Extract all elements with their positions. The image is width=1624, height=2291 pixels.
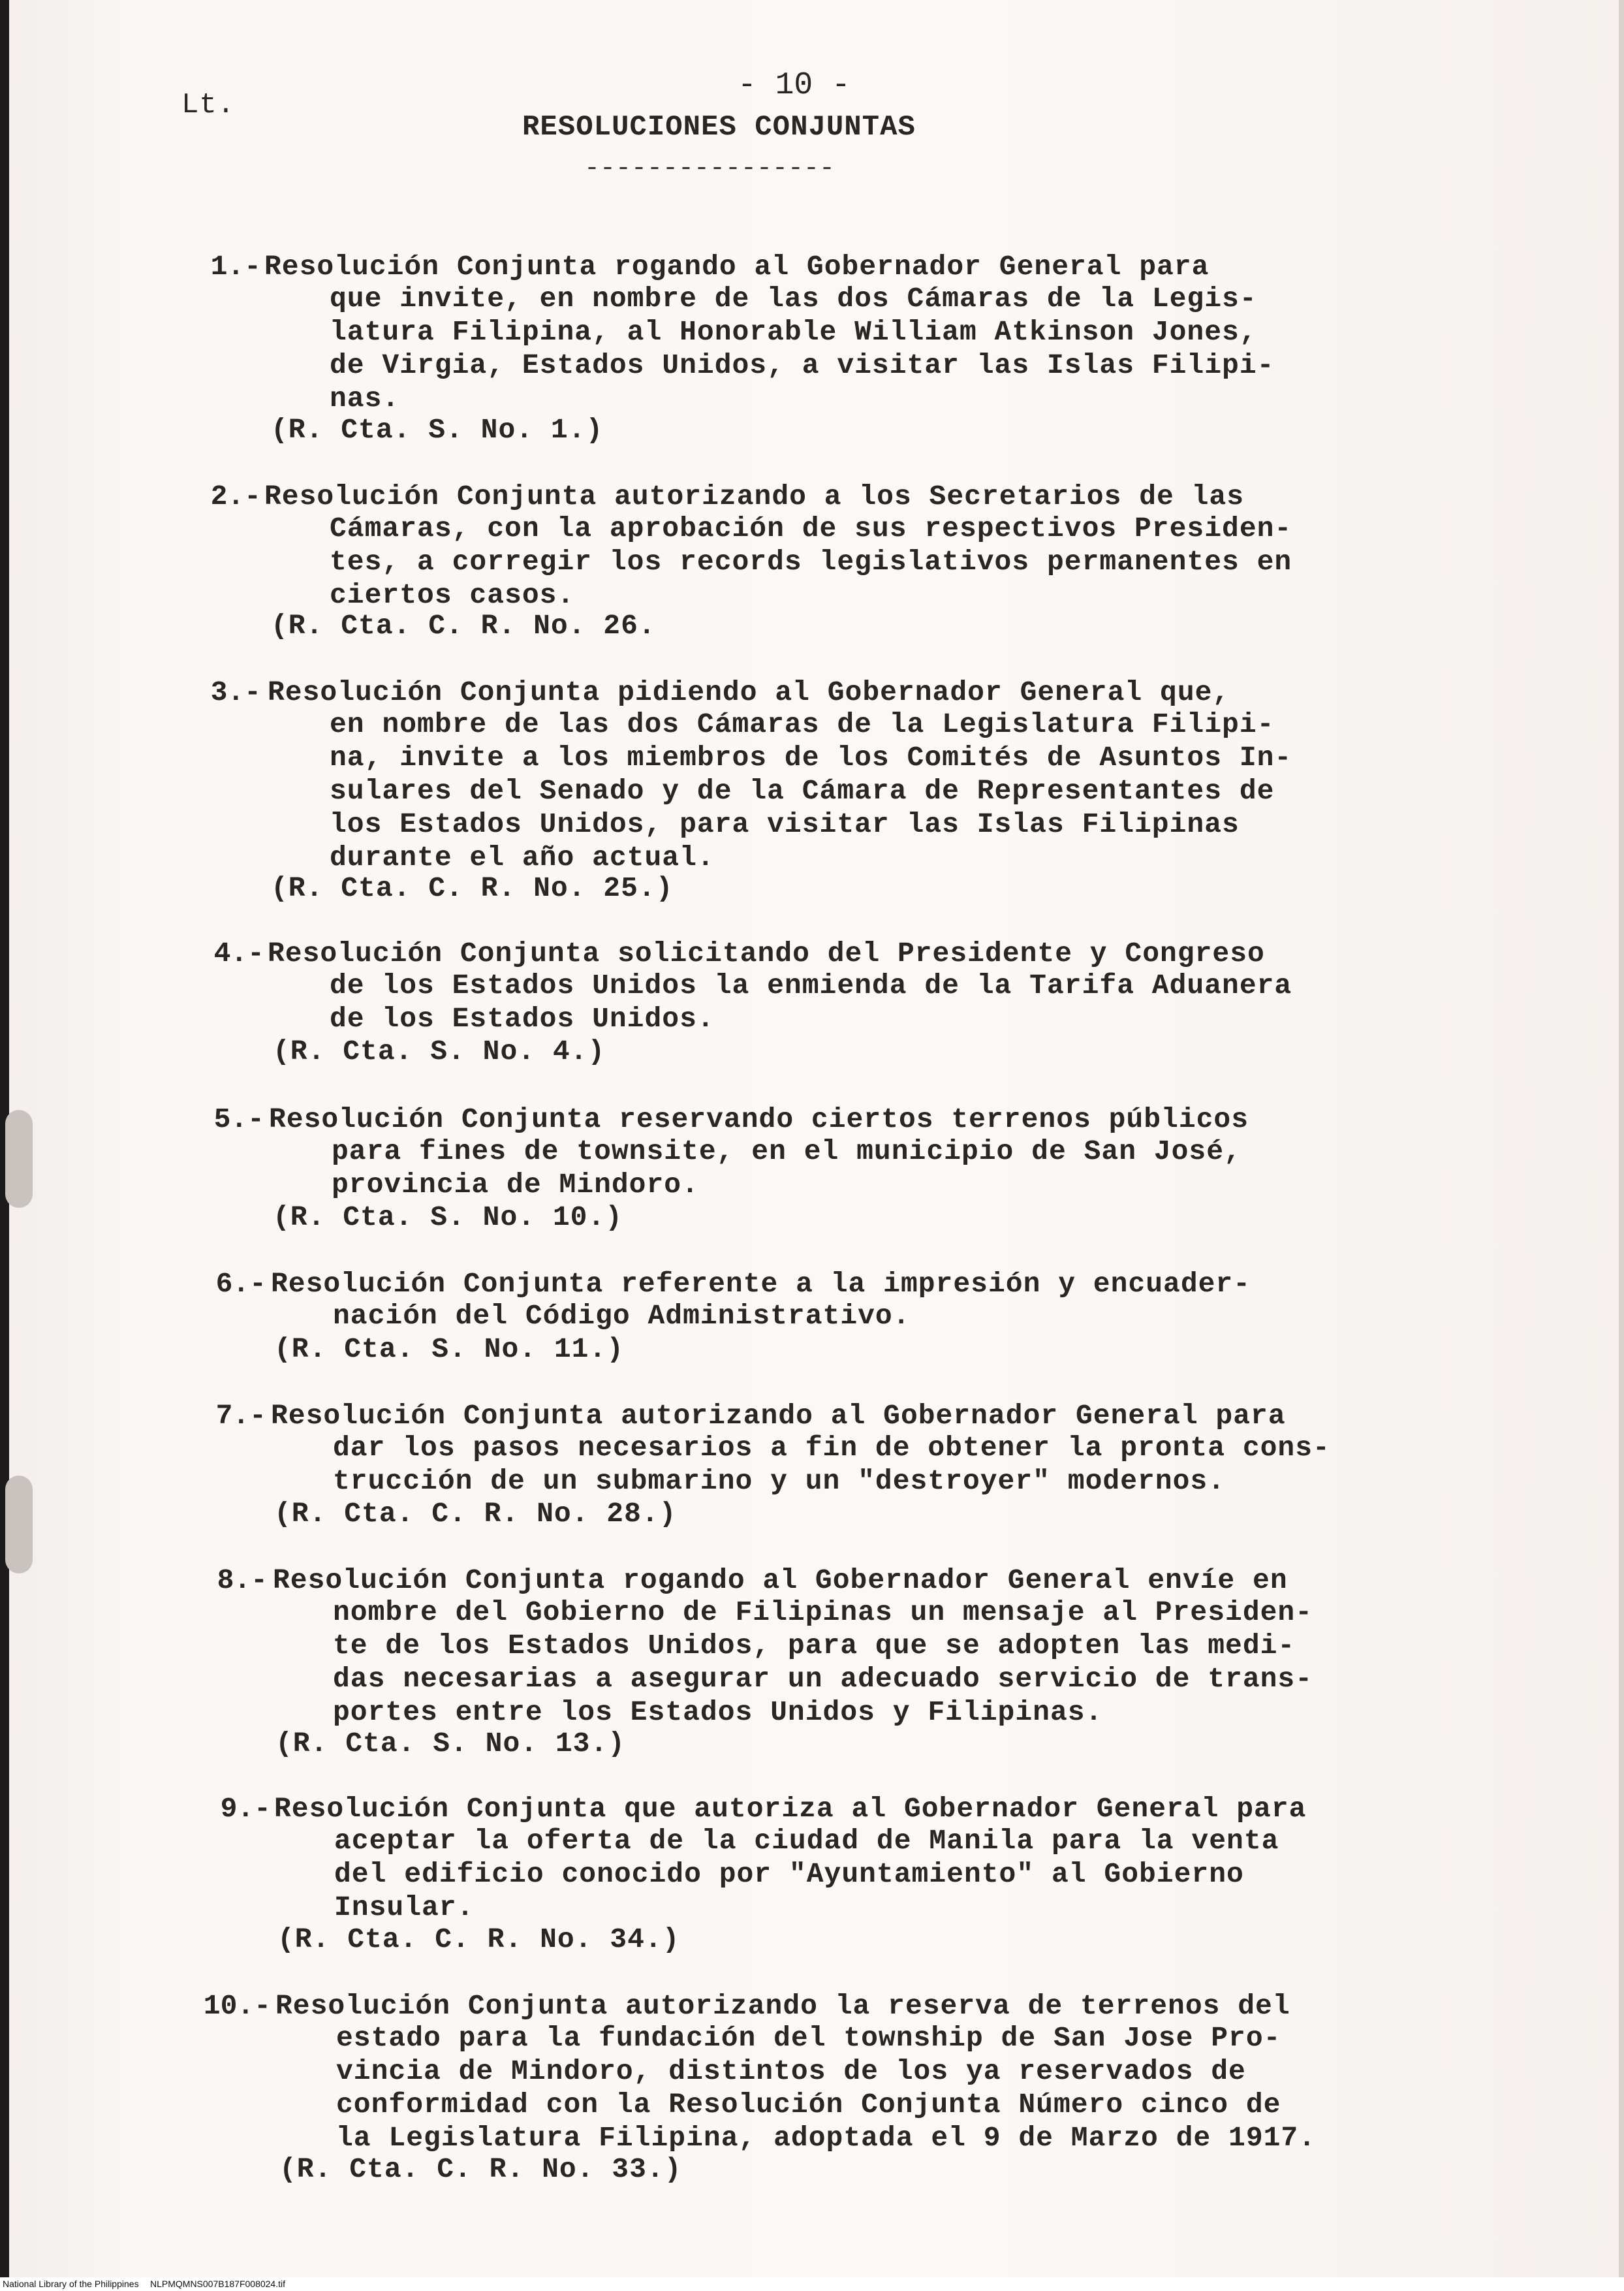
item-continuation	[336, 2021, 1316, 2155]
item-line: de los Estados Unidos.	[330, 1003, 715, 1035]
item-reference: (R. Cta. S. No. 11.)	[274, 1333, 625, 1365]
item-line: para fines de townsite, en el municipio de San José,	[332, 1135, 1241, 1167]
item-first-line: Resolución Conjunta referente a la impresión y encuader-	[271, 1268, 1251, 1300]
title-underline: ----------------	[584, 154, 835, 183]
item-first-line: Resolución Conjunta autorizando a los Secretarios de las	[264, 481, 1245, 513]
item-reference: (R. Cta. C. R. No. 33.)	[279, 2153, 682, 2185]
item-continuation	[330, 969, 1292, 1035]
item-number: 7.-	[215, 1400, 266, 1432]
item-line: ciertos casos.	[330, 579, 575, 611]
item-line: la Legislatura Filipina, adoptada el 9 de Marzo de 1917.	[336, 2122, 1317, 2154]
item-line: del edificio conocido por "Ayuntamiento" al Gobierno	[334, 1858, 1244, 1890]
item-number: 4.-	[213, 938, 264, 970]
item-line: en nombre de las dos Cámaras de la Legislatura Filipi-	[330, 708, 1275, 740]
item-continuation	[330, 282, 1274, 415]
item-line: sulares del Senado y de la Cámara de Representantes de	[330, 775, 1275, 807]
page-number: - 10 -	[738, 68, 851, 103]
item-number: 9.-	[220, 1793, 271, 1825]
item-number: 5.-	[213, 1103, 264, 1135]
scan-edge-right	[1619, 0, 1624, 2291]
item-reference: (R. Cta. C. R. No. 26.	[271, 610, 656, 642]
footer-filename: NLPMQMNS007B187F008024.tif	[150, 2279, 285, 2289]
item-first-line: Resolución Conjunta solicitando del Presidente y Congreso	[268, 938, 1265, 970]
item-line: trucción de un submarino y un "destroyer" modernos.	[333, 1465, 1226, 1497]
item-line: los Estados Unidos, para visitar las Islas Filipinas	[330, 808, 1240, 840]
item-continuation	[330, 708, 1292, 874]
item-reference: (R. Cta. S. No. 4.)	[273, 1035, 606, 1067]
item-number: 10.-	[203, 1990, 271, 2022]
item-line: te de los Estados Unidos, para que se adopten las medi-	[333, 1630, 1296, 1662]
binding-hole	[5, 1476, 33, 1573]
item-line: nas.	[330, 383, 400, 415]
binding-hole	[5, 1110, 33, 1208]
item-line: nombre del Gobierno de Filipinas un mensaje al Presiden-	[333, 1596, 1313, 1628]
item-continuation	[333, 1299, 911, 1333]
item-line: aceptar la oferta de la ciudad de Manila para la venta	[334, 1825, 1279, 1857]
item-line: dar los pasos necesarios a fin de obtener la pronta cons-	[333, 1432, 1330, 1464]
item-first-line: Resolución Conjunta autorizando la reserva de terrenos del	[275, 1990, 1290, 2022]
item-first-line: Resolución Conjunta pidiendo al Gobernador General que,	[268, 676, 1230, 708]
item-reference: (R. Cta. S. No. 13.)	[275, 1728, 626, 1760]
item-line: conformidad con la Resolución Conjunta Número cinco de	[336, 2089, 1281, 2121]
item-reference: (R. Cta. C. R. No. 34.)	[277, 1923, 680, 1955]
item-continuation	[332, 1135, 1241, 1201]
item-number: 8.-	[217, 1564, 268, 1596]
item-first-line: Resolución Conjunta rogando al Gobernador General envíe en	[273, 1564, 1288, 1596]
page-title: RESOLUCIONES CONJUNTAS	[522, 111, 916, 144]
item-reference: (R. Cta. C. R. No. 28.)	[274, 1498, 677, 1530]
item-line: estado para la fundación del township de San Jose Pro-	[336, 2022, 1281, 2054]
item-line: provincia de Mindoro.	[332, 1169, 699, 1201]
item-first-line: Resolución Conjunta autorizando al Gobernador General para	[271, 1400, 1286, 1432]
item-number: 1.-	[210, 251, 261, 283]
item-line: na, invite a los miembros de los Comités de Asuntos In-	[330, 742, 1292, 774]
scan-footer	[0, 2277, 1624, 2291]
item-first-line: Resolución Conjunta que autoriza al Gobernador General para	[274, 1793, 1307, 1825]
item-line: vincia de Mindoro, distintos de los ya reservados de	[336, 2055, 1246, 2087]
item-line: de los Estados Unidos la enmienda de la Tarifa Aduanera	[330, 970, 1292, 1002]
footer-library: National Library of the Philippines	[3, 2279, 139, 2289]
item-continuation	[333, 1596, 1313, 1729]
item-line: durante el año actual.	[330, 842, 715, 874]
item-line: Cámaras, con la aprobación de sus respectivos Presiden-	[330, 513, 1292, 545]
item-number: 3.-	[210, 676, 261, 708]
item-continuation	[333, 1431, 1330, 1498]
item-line: portes entre los Estados Unidos y Filipinas.	[333, 1696, 1103, 1728]
item-line: latura Filipina, al Honorable William Atkinson Jones,	[330, 316, 1257, 348]
item-reference: (R. Cta. S. No. 1.)	[271, 414, 604, 446]
item-line: de Virgia, Estados Unidos, a visitar las Islas Filipi-	[330, 349, 1275, 381]
item-first-line: Resolución Conjunta rogando al Gobernador General para	[264, 251, 1210, 283]
item-line: que invite, en nombre de las dos Cámaras de la Legis-	[330, 283, 1257, 315]
item-line: nación del Código Administrativo.	[333, 1300, 911, 1332]
item-number: 2.-	[210, 481, 261, 513]
item-line: das necesarias a asegurar un adecuado servicio de trans-	[333, 1663, 1313, 1695]
typist-initials: Lt.	[181, 89, 236, 121]
item-first-line: Resolución Conjunta reservando ciertos terrenos públicos	[269, 1103, 1249, 1135]
item-line: Insular.	[334, 1891, 475, 1923]
item-reference: (R. Cta. S. No. 10.)	[273, 1201, 623, 1233]
item-continuation	[334, 1824, 1279, 1924]
item-reference: (R. Cta. C. R. No. 25.)	[271, 872, 674, 904]
item-line: tes, a corregir los records legislativos permanentes en	[330, 546, 1292, 578]
item-continuation	[330, 512, 1292, 612]
item-number: 6.-	[215, 1268, 266, 1300]
